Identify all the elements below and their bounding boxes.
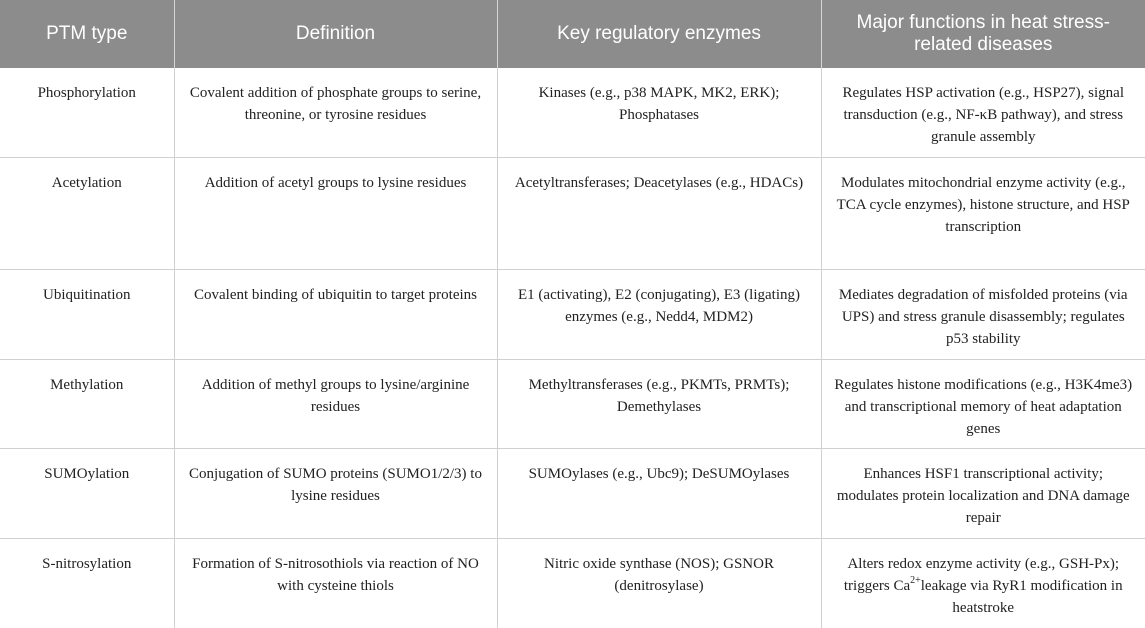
cell-enzymes: Methyltransferases (e.g., PKMTs, PRMTs); Demethylases	[497, 359, 821, 448]
cell-ptm-type: S-nitrosylation	[42, 555, 132, 572]
cell-ptm-type: Phosphorylation	[0, 68, 174, 157]
calcium-charge-superscript: 2+	[910, 574, 921, 586]
cell-functions: Regulates HSP activation (e.g., HSP27), signal transduction (e.g., NF-κB pathway), and stress granule assembly	[821, 68, 1145, 157]
cell-functions: Mediates degradation of misfolded proteins (via UPS) and stress granule disassembly; regulates p53 stability	[821, 269, 1145, 359]
cell-functions: Regulates histone modifications (e.g., H3K4me3) and transcriptional memory of heat adaptation genes	[821, 359, 1145, 448]
table-header	[0, 0, 1145, 68]
table-body	[0, 68, 1145, 628]
cell-enzymes: Acetyltransferases; Deacetylases (e.g., HDACs)	[497, 157, 821, 269]
cell-definition: Conjugation of SUMO proteins (SUMO1/2/3) to lysine residues	[174, 448, 497, 538]
table-row	[0, 359, 1145, 448]
table-row	[0, 448, 1145, 538]
table-row	[0, 269, 1145, 359]
cell-ptm-type: Ubiquitination	[0, 269, 174, 359]
table-row	[0, 157, 1145, 269]
cell-functions	[821, 538, 1145, 628]
header-key-enzymes: Key regulatory enzymes	[497, 0, 821, 68]
table-row	[0, 68, 1145, 157]
cell-definition: Formation of S-nitrosothiols via reaction of NO with cysteine thiols	[174, 538, 497, 628]
cell-ptm-type: Acetylation	[0, 157, 174, 269]
cell-ptm-type: Methylation	[0, 359, 174, 448]
cell-enzymes: SUMOylases (e.g., Ubc9); DeSUMOylases	[497, 448, 821, 538]
cell-functions: Enhances HSF1 transcriptional activity; modulates protein localization and DNA damage repair	[821, 448, 1145, 538]
cell-enzymes: E1 (activating), E2 (conjugating), E3 (ligating) enzymes (e.g., Nedd4, MDM2)	[497, 269, 821, 359]
cell-definition: Addition of acetyl groups to lysine residues	[174, 157, 497, 269]
cell-definition: Covalent binding of ubiquitin to target proteins	[174, 269, 497, 359]
functions-text-after: leakage via RyR1 modification in heatstroke	[920, 577, 1123, 616]
cell-functions: Modulates mitochondrial enzyme activity (e.g., TCA cycle enzymes), histone structure, and HSP transcription	[821, 157, 1145, 269]
cell-definition: Covalent addition of phosphate groups to serine, threonine, or tyrosine residues	[174, 68, 497, 157]
header-ptm-type: PTM type	[0, 0, 174, 68]
header-major-functions: Major functions in heat stress-related diseases	[821, 0, 1145, 68]
functions-text-before: Alters redox enzyme activity (e.g., GSH-Px); triggers Ca	[843, 555, 1120, 594]
header-definition: Definition	[174, 0, 497, 68]
cell-definition: Addition of methyl groups to lysine/arginine residues	[174, 359, 497, 448]
header-row	[0, 0, 1145, 68]
cell-enzymes: Nitric oxide synthase (NOS); GSNOR (denitrosylase)	[497, 538, 821, 628]
table-row	[0, 538, 1145, 628]
cell-enzymes: Kinases (e.g., p38 MAPK, MK2, ERK); Phosphatases	[497, 68, 821, 157]
cell-ptm-type: SUMOylation	[0, 448, 174, 538]
